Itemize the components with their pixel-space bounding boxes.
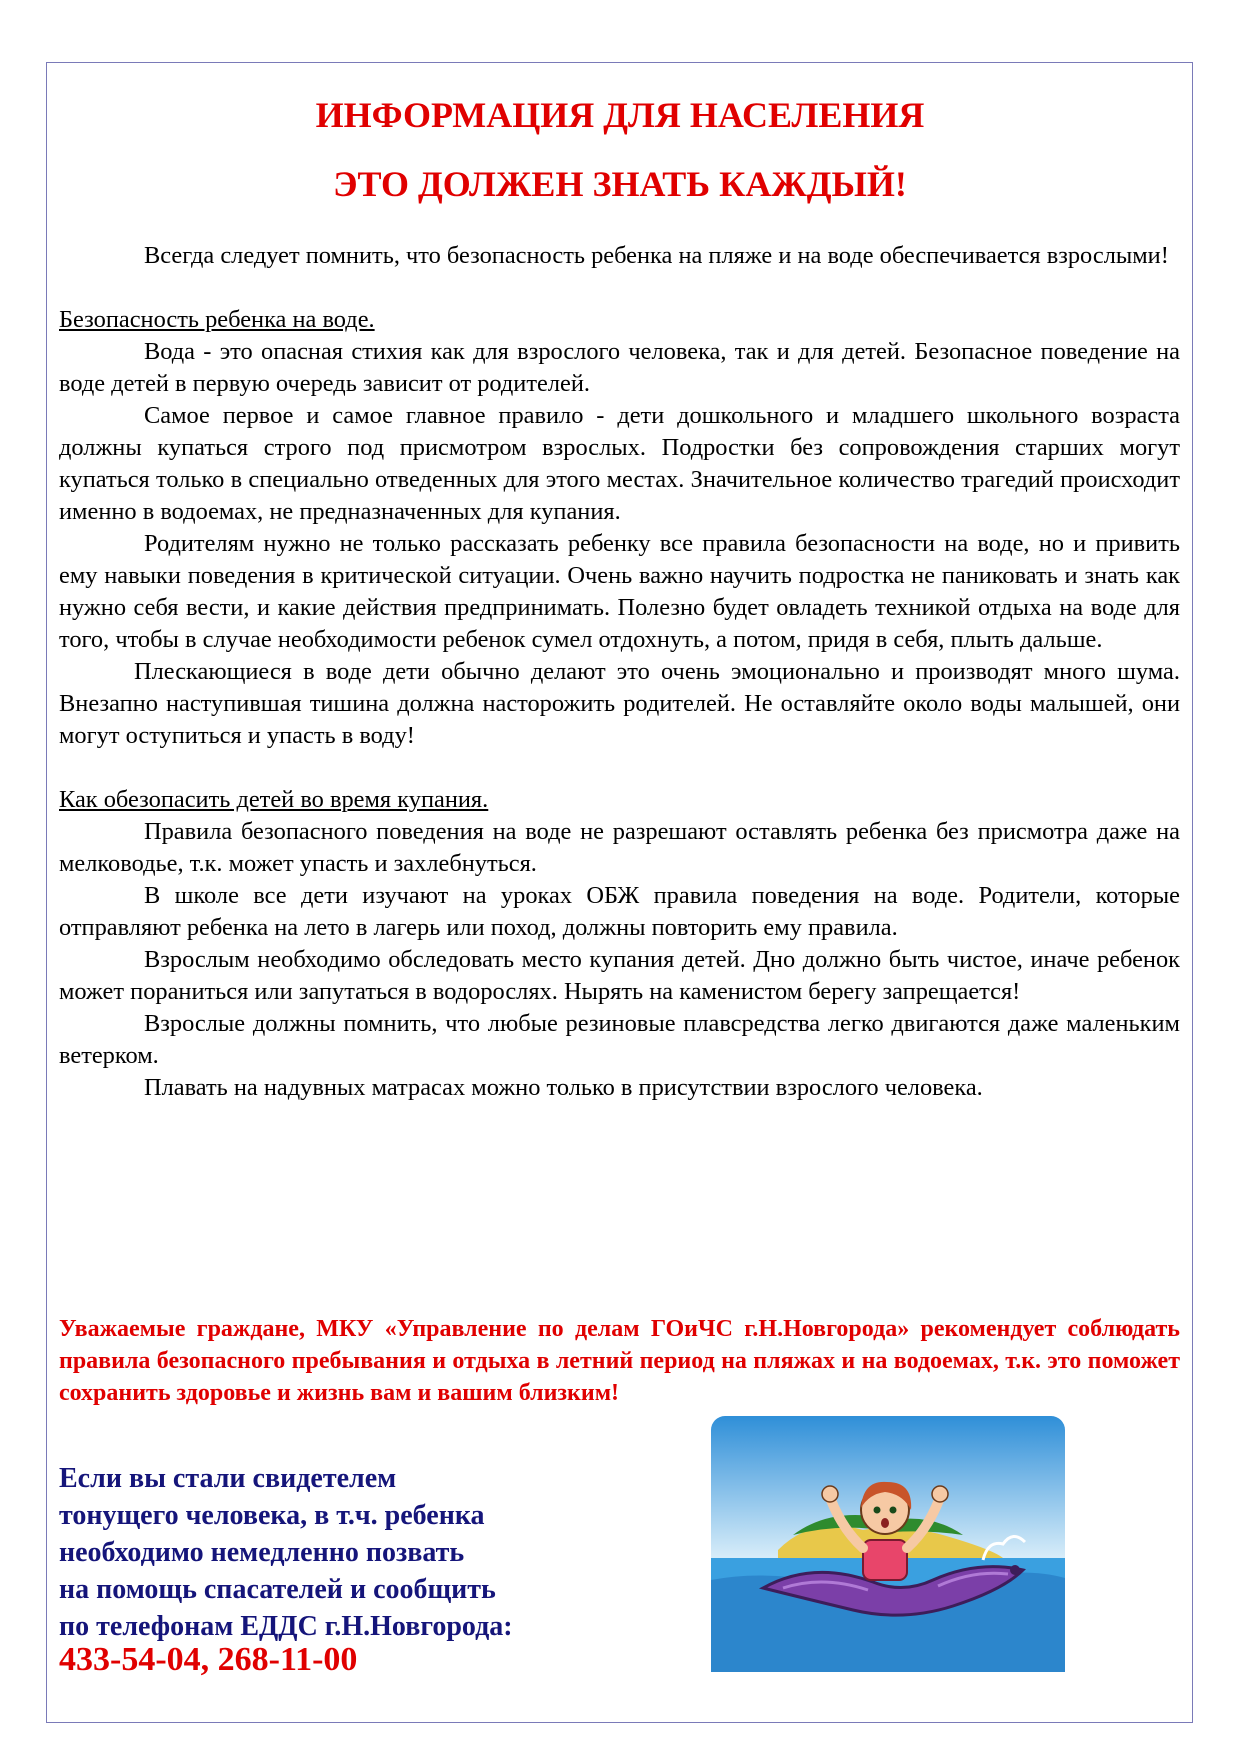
section2-paragraph: Правила безопасного поведения на воде не разрешают оставлять ребенка без присмотра даже на мелководье, т.к. может упасть и захлебнуться. bbox=[59, 818, 1180, 877]
section2-paragraph: Взрослым необходимо обследовать место купания детей. Дно должно быть чистое, иначе ребенок может пораниться или запутаться в водорослях. Нырять на каменистом берегу запрещается! bbox=[59, 946, 1180, 1005]
section1-paragraph: Родителям нужно не только рассказать ребенку все правила безопасности на воде, но и привить ему навыки поведения в критической ситуации. Очень важно научить подростка не паниковать и знать как нужно себя вести, и какие действия предпринимать. Полезно будет овладеть техникой отдыха на воде для того, чтобы в случае необходимости ребенок сумел отдохнуть, а потом, придя в себя, плыть дальше. bbox=[59, 530, 1180, 653]
section2-paragraph: Плавать на надувных матрасах можно только в присутствии взрослого человека. bbox=[144, 1074, 983, 1101]
title-line-1: ИНФОРМАЦИЯ ДЛЯ НАСЕЛЕНИЯ bbox=[315, 95, 925, 135]
drowning-child-illustration bbox=[703, 1410, 1073, 1680]
intro-paragraph: Всегда следует помнить, что безопасность ребенка на пляже и на воде обеспечивается взрослыми! bbox=[144, 242, 1169, 269]
appeal-paragraph: Уважаемые граждане, МКУ «Управление по делам ГОиЧС г.Н.Новгорода» рекомендует соблюдать правила безопасного пребывания и отдыха в летний период на пляжах и на водоемах, т.к. это поможет сохранить здоровье и жизнь вам и вашим близким! bbox=[59, 1316, 1180, 1406]
emergency-line: Если вы стали свидетелем bbox=[59, 1463, 397, 1494]
section1-paragraph: Самое первое и самое главное правило - дети дошкольного и младшего школьного возраста должны купаться строго под присмотром взрослых. Подростки без сопровождения старших могут купаться только в специально отведенных для этого местах. Значительное количество трагедий происходит именно в водоемах, не предназначенных для купания. bbox=[59, 402, 1180, 525]
section2-paragraph: В школе все дети изучают на уроках ОБЖ правила поведения на воде. Родители, которые отправляют ребенка на лето в лагерь или поход, должны повторить ему правила. bbox=[59, 882, 1180, 941]
emergency-line: по телефонам ЕДДС г.Н.Новгорода: bbox=[59, 1611, 513, 1642]
section1-heading: Безопасность ребенка на воде. bbox=[59, 306, 375, 333]
section1-paragraph: Плескающиеся в воде дети обычно делают это очень эмоционально и производят много шума. Внезапно наступившая тишина должна насторожить родителей. Не оставляйте около воды малышей, они могут оступиться и упасть в воду! bbox=[59, 658, 1180, 749]
section1-paragraph: Вода - это опасная стихия как для взрослого человека, так и для детей. Безопасное поведение на воде детей в первую очередь зависит от родителей. bbox=[59, 338, 1180, 397]
title-line-2: ЭТО ДОЛЖЕН ЗНАТЬ КАЖДЫЙ! bbox=[333, 164, 907, 204]
document-body bbox=[59, 240, 1180, 1104]
emergency-phones: 433-54-04, 268-11-00 bbox=[59, 1641, 358, 1678]
section2-heading: Как обезопасить детей во время купания. bbox=[59, 786, 489, 813]
emergency-instructions bbox=[59, 1460, 679, 1645]
emergency-line: тонущего человека, в т.ч. ребенка bbox=[59, 1500, 485, 1531]
emergency-line: необходимо немедленно позвать bbox=[59, 1537, 465, 1568]
emergency-line: на помощь спасателей и сообщить bbox=[59, 1574, 496, 1605]
section2-paragraph: Взрослые должны помнить, что любые резиновые плавсредства легко двигаются даже маленьким ветерком. bbox=[59, 1010, 1180, 1069]
